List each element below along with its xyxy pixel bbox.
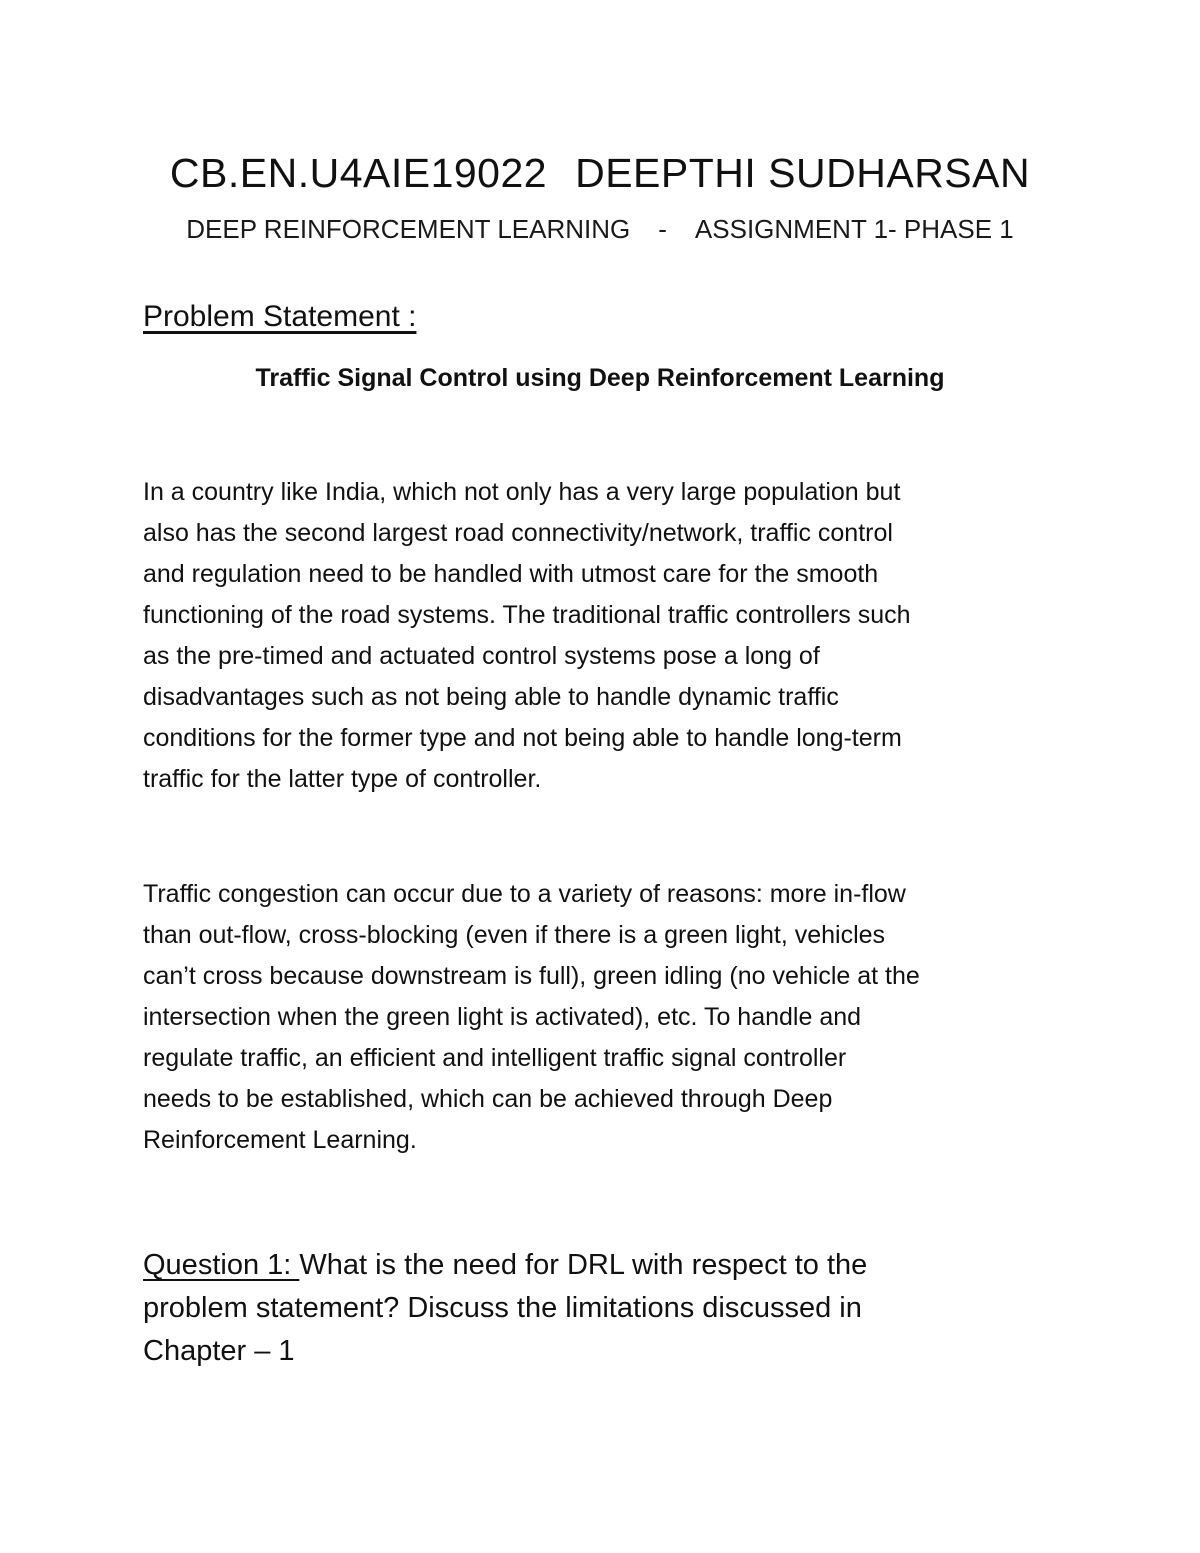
paragraph-line: as the pre-timed and actuated control systems pose a long of	[143, 642, 820, 670]
paragraph-line: needs to be established, which can be achieved through Deep	[143, 1085, 833, 1113]
assignment-label: ASSIGNMENT 1- PHASE 1	[694, 214, 1014, 244]
paragraph-line: regulate traffic, an efficient and intelligent traffic signal controller	[143, 1044, 847, 1072]
student-id: CB.EN.U4AIE19022	[169, 150, 548, 196]
paragraph-line: and regulation need to be handled with utmost care for the smooth	[143, 560, 879, 588]
paragraph-line: Reinforcement Learning.	[143, 1126, 417, 1154]
question-label: Question 1:	[143, 1249, 300, 1281]
paragraph-line: functioning of the road systems. The traditional traffic controllers such	[143, 601, 911, 629]
paragraph-line: traffic for the latter type of controller.	[143, 765, 542, 793]
document-subtitle	[0, 214, 1200, 245]
question-line	[143, 1244, 1103, 1287]
question-text: What is the need for DRL with respect to the	[299, 1249, 868, 1281]
paragraph-line: In a country like India, which not only has a very large population but	[143, 478, 901, 506]
problem-topic: Traffic Signal Control using Deep Reinforcement Learning	[255, 364, 945, 392]
paragraph-line: can’t cross because downstream is full), green idling (no vehicle at the	[143, 962, 920, 990]
student-name: DEEPTHI SUDHARSAN	[575, 150, 1031, 196]
question-line: Chapter – 1	[143, 1335, 295, 1367]
paragraph-line: conditions for the former type and not being able to handle long-term	[143, 724, 902, 752]
paragraph-line: than out-flow, cross-blocking (even if there is a green light, vehicles	[143, 921, 886, 949]
subtitle-separator: -	[658, 214, 667, 244]
paragraph-intro	[143, 472, 1083, 800]
problem-statement-heading: Problem Statement :	[143, 300, 417, 333]
question-1	[143, 1244, 1103, 1373]
paragraph-line: disadvantages such as not being able to handle dynamic traffic	[143, 683, 839, 711]
paragraph-line: also has the second largest road connectivity/network, traffic control	[143, 519, 893, 547]
document-title	[0, 150, 1200, 197]
course-name: DEEP REINFORCEMENT LEARNING	[186, 214, 631, 244]
question-line: problem statement? Discuss the limitations discussed in	[143, 1292, 862, 1324]
paragraph-line: intersection when the green light is activated), etc. To handle and	[143, 1003, 862, 1031]
paragraph-congestion	[143, 874, 1083, 1161]
paragraph-line: Traffic congestion can occur due to a variety of reasons: more in-flow	[143, 880, 906, 908]
